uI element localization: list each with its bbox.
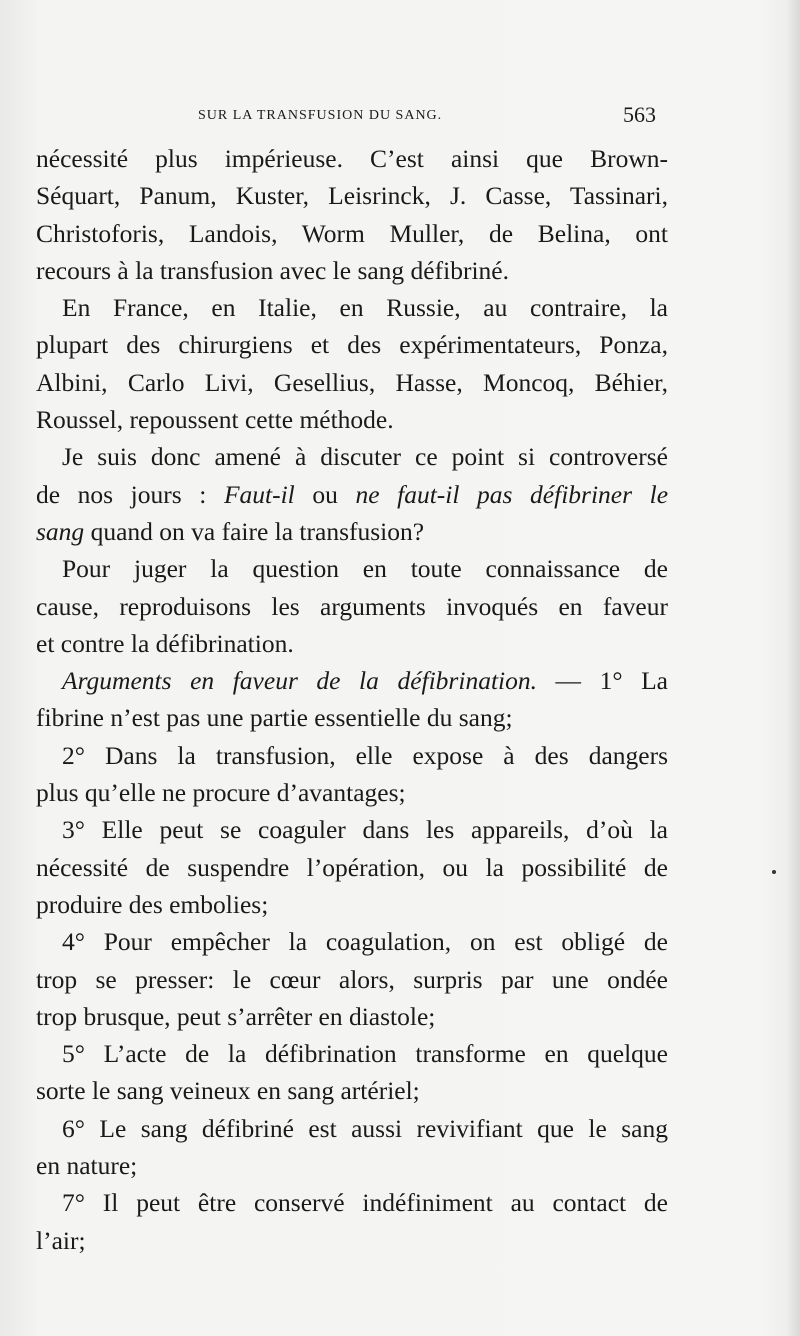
text-line: 2° Dans la transfusion, elle expose à des dangers [62,740,668,770]
text-line: nécessité de suspendre l’opération, ou la possibilité de [36,852,668,882]
text-line: nécessité plus impérieuse. C’est ainsi que Brown- [36,144,668,173]
text-line: et contre la défibrination. [36,628,294,658]
italic-text: Arguments en faveur de la défibrination. [62,666,537,696]
text-span: de nos jours : [36,479,224,509]
text-line: sorte le sang veineux en sang artériel; [36,1076,420,1106]
page-header [36,102,656,134]
italic-text: ne faut-il pas défibriner le [355,479,668,509]
text-line: l’air; [36,1225,86,1255]
text-line: Séquart, Panum, Kuster, Leisrinck, J. Casse, Tassinari, [36,181,668,211]
text-line [36,513,668,550]
text-line [36,662,668,699]
text-line: en nature; [36,1151,138,1181]
text-line [36,476,668,513]
text-line: plus qu’elle ne procure d’avantages; [36,778,406,808]
text-line: plupart des chirurgiens et des expérimentateurs, Ponza, [36,330,668,360]
text-line [36,438,668,475]
italic-text: sang [36,516,85,546]
page-number: 563 [623,102,656,127]
text-line: 5° L’acte de la défibrination transforme en quelque [62,1039,668,1069]
text-line: 4° Pour empêcher la coagulation, on est obligé de [62,927,668,957]
page-edge-shadow [786,0,800,1336]
text-line: cause, reproduisons les arguments invoqués en faveur [36,591,668,621]
text-line: trop se presser: le cœur alors, surpris par une ondée [36,964,668,994]
text-line: 6° Le sang défibriné est aussi revivifiant que le sang [62,1113,668,1143]
running-title: SUR LA TRANSFUSION DU SANG. [198,108,443,123]
italic-text: Faut-il [223,479,295,509]
ink-speck [772,870,776,874]
body-text [36,140,668,1259]
text-line: Pour juger la question en toute connaissance de [62,554,668,584]
text-line: produire des embolies; [36,889,269,919]
text-line: 3° Elle peut se coaguler dans les appareils, d’où la [62,815,668,845]
text-line: recours à la transfusion avec le sang défibriné. [36,255,509,285]
text-line: En France, en Italie, en Russie, au contraire, la [62,293,668,323]
text-line: Albini, Carlo Livi, Gesellius, Hasse, Moncoq, Béhier, [36,367,668,397]
text-line: trop brusque, peut s’arrêter en diastole; [36,1001,436,1031]
text-line: Christoforis, Landois, Worm Muller, de Belina, ont [36,218,668,248]
text-line: Roussel, repoussent cette méthode. [36,405,394,435]
text-span: quand on va faire la transfusion? [84,516,425,546]
text-span: — 1° La [536,666,668,696]
text-span: ou [294,479,356,509]
text-span: Je suis donc amené à discuter ce point si controversé [62,442,668,472]
text-line: fibrine n’est pas une partie essentielle du sang; [36,703,513,733]
text-line: 7° Il peut être conservé indéfiniment au contact de [62,1188,668,1218]
